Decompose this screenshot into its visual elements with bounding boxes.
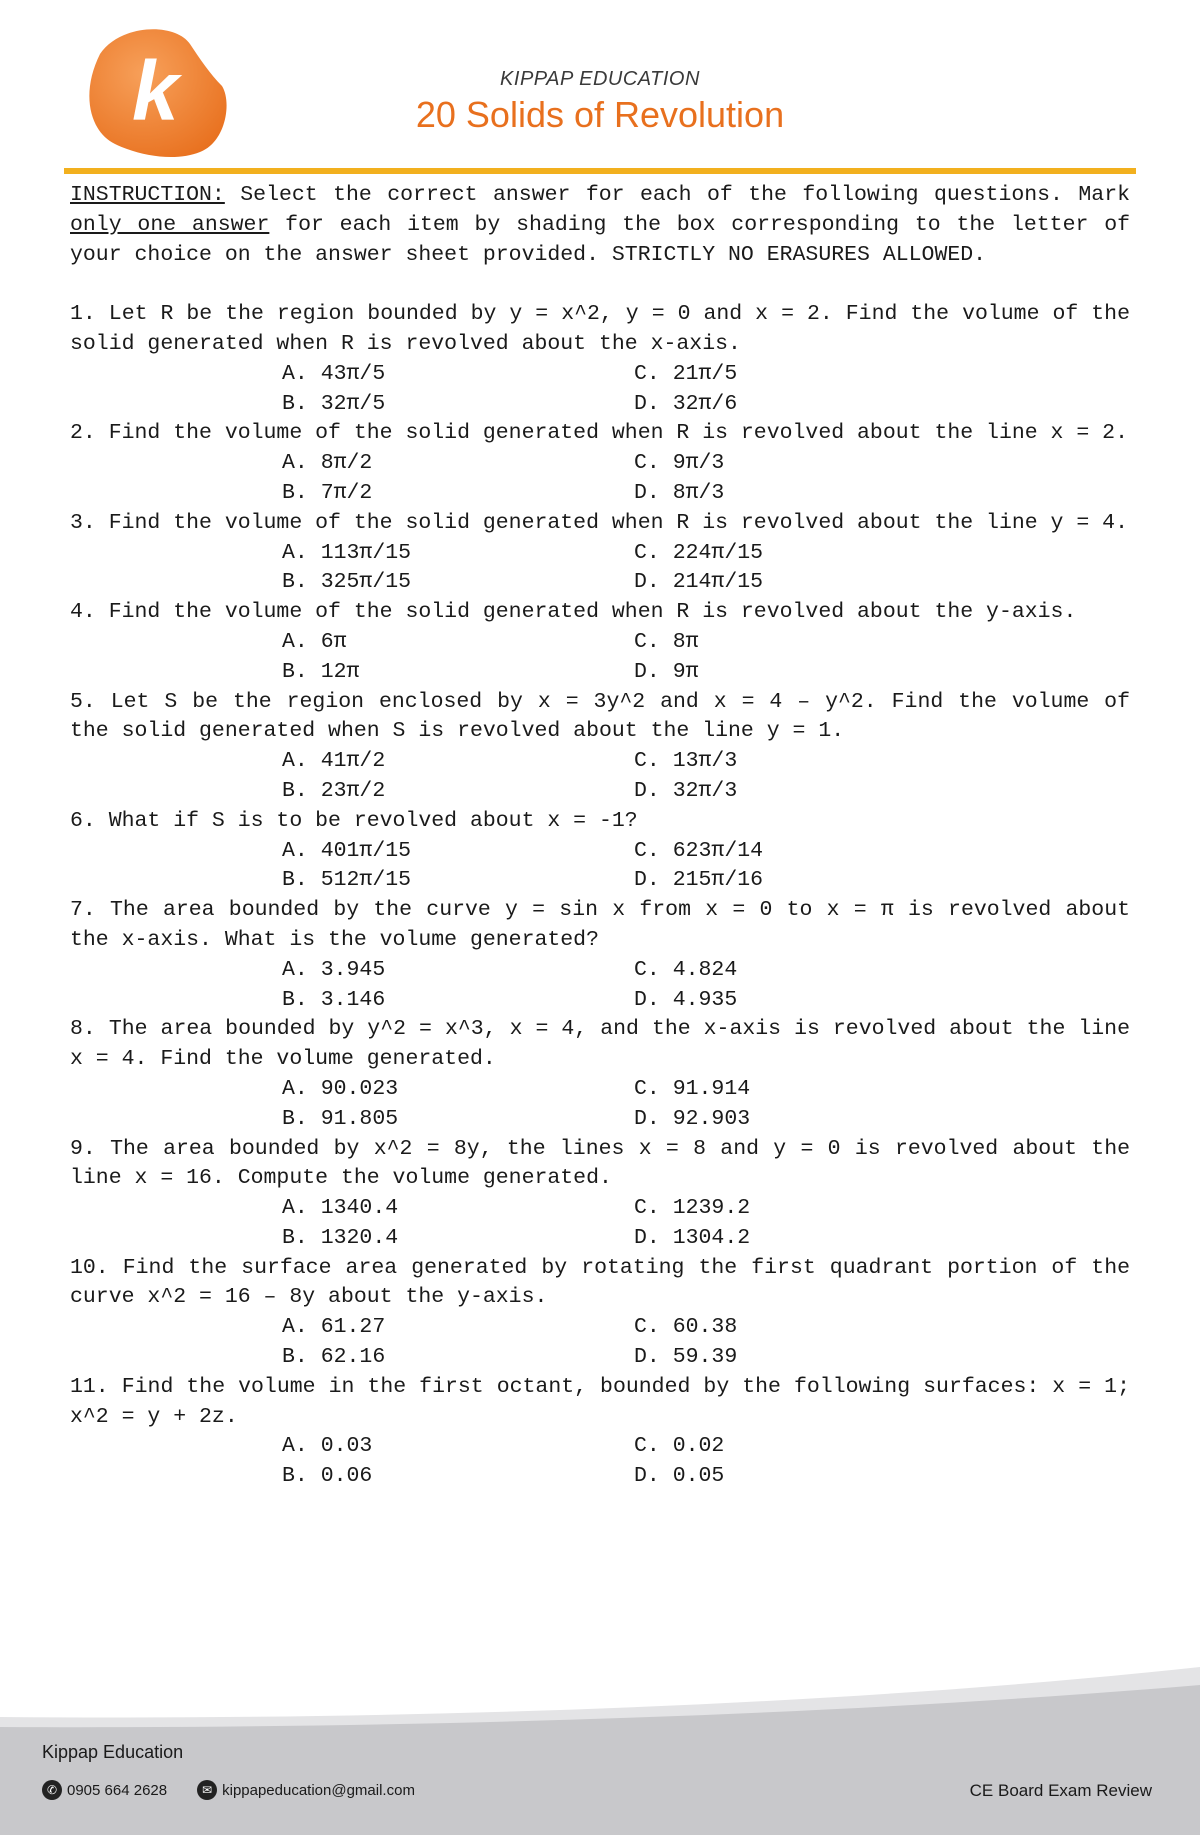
choice-d: D. 32π/6 [634, 391, 738, 416]
question-item [70, 300, 1130, 419]
answer-choices [282, 1194, 1130, 1254]
page-title: 20 Solids of Revolution [415, 94, 785, 135]
choice-b: B. 1320.4 [282, 1225, 399, 1250]
choice-a: A. 41π/2 [282, 749, 386, 774]
answer-choices [282, 1075, 1130, 1135]
instruction-paragraph [70, 181, 1130, 270]
answer-choices [282, 1432, 1130, 1492]
choice-c: C. 13π/3 [634, 749, 738, 774]
question-item [70, 688, 1130, 807]
question-text: 7. The area bounded by the curve y = sin x from x = 0 to x = π is revolved about the x-axis. What is the volume generated? [70, 898, 1130, 952]
choice-c: C. 1239.2 [634, 1196, 751, 1221]
choice-b: B. 512π/15 [282, 868, 412, 893]
choice-b: B. 91.805 [282, 1106, 399, 1131]
question-text: 2. Find the volume of the solid generated when R is revolved about the line x = 2. [70, 421, 1128, 446]
instruction-emphasis: only one answer [70, 212, 270, 237]
choice-d: D. 4.935 [634, 987, 738, 1012]
question-text: 8. The area bounded by y^2 = x^3, x = 4, and the x-axis is revolved about the line x = 4. Find the volume generated. [70, 1017, 1130, 1072]
phone-icon: ✆ [42, 1780, 62, 1800]
question-item [70, 1373, 1130, 1492]
choice-d: D. 215π/16 [634, 868, 764, 893]
choice-c: C. 60.38 [634, 1315, 738, 1340]
header-divider [64, 168, 1136, 174]
choice-d: D. 92.903 [634, 1106, 751, 1131]
choice-c: C. 224π/15 [634, 540, 764, 565]
choice-d: D. 32π/3 [634, 778, 738, 803]
question-text: 3. Find the volume of the solid generated when R is revolved about the line y = 4. [70, 510, 1128, 535]
instruction-text-1: Select the correct answer for each of the following questions. Mark [224, 183, 1130, 207]
question-text: 11. Find the volume in the first octant, bounded by the following surfaces: x = 1; x^2 = y + 2z. [70, 1374, 1130, 1429]
choice-d: D. 8π/3 [634, 480, 725, 505]
choice-b: B. 12π [282, 659, 360, 684]
choice-b: B. 62.16 [282, 1345, 386, 1370]
choice-d: D. 1304.2 [634, 1225, 751, 1250]
question-item [70, 1015, 1130, 1134]
logo-letter: k [132, 44, 179, 138]
choice-a: A. 113π/15 [282, 540, 412, 565]
choice-c: C. 8π [634, 629, 699, 654]
choice-c: C. 9π/3 [634, 451, 725, 476]
answer-choices [282, 956, 1130, 1016]
choice-a: A. 0.03 [282, 1434, 373, 1459]
email-icon: ✉ [197, 1780, 217, 1800]
choice-a: A. 90.023 [282, 1076, 399, 1101]
header-brand: KIPPAP EDUCATION [500, 68, 700, 90]
question-item [70, 419, 1130, 508]
question-text: 10. Find the surface area generated by rotating the first quadrant portion of the curve x^2 = 16 – 8y about the y-axis. [70, 1255, 1130, 1310]
choice-a: A. 3.945 [282, 957, 386, 982]
choice-c: C. 0.02 [634, 1434, 725, 1459]
choice-b: B. 325π/15 [282, 570, 412, 595]
instruction-label: INSTRUCTION: [70, 183, 225, 207]
question-text: 1. Let R be the region bounded by y = x^2, y = 0 and x = 2. Find the volume of the solid generated when R is revolved about the x-axis. [70, 302, 1130, 356]
question-item [70, 1254, 1130, 1373]
choice-d: D. 0.05 [634, 1464, 725, 1489]
choice-b: B. 7π/2 [282, 480, 373, 505]
choice-a: A. 401π/15 [282, 838, 412, 863]
question-text: 9. The area bounded by x^2 = 8y, the lines x = 8 and y = 0 is revolved about the line x = 16. Compute the volume generated. [70, 1136, 1130, 1191]
question-text: 4. Find the volume of the solid generated when R is revolved about the y-axis. [70, 600, 1077, 625]
answer-choices [282, 449, 1130, 509]
footer-phone: 0905 664 2628 [67, 1781, 168, 1799]
choice-a: A. 61.27 [282, 1315, 386, 1340]
choice-a: A. 43π/5 [282, 361, 386, 386]
question-item [70, 807, 1130, 896]
worksheet-content [70, 181, 1130, 1492]
footer-contact [42, 1780, 415, 1800]
answer-choices [282, 360, 1130, 420]
footer-email[interactable]: kippapeducation@gmail.com [222, 1781, 415, 1799]
choice-a: A. 8π/2 [282, 451, 373, 476]
answer-choices [282, 628, 1130, 688]
question-item [70, 509, 1130, 598]
choice-c: C. 21π/5 [634, 361, 738, 386]
answer-choices [282, 1313, 1130, 1373]
choice-c: C. 4.824 [634, 957, 738, 982]
choice-b: B. 0.06 [282, 1464, 373, 1489]
choice-b: B. 32π/5 [282, 391, 386, 416]
answer-choices [282, 837, 1130, 897]
choice-d: D. 59.39 [634, 1345, 738, 1370]
choice-b: B. 3.146 [282, 987, 386, 1012]
question-list [70, 300, 1130, 1492]
choice-a: A. 6π [282, 629, 347, 654]
answer-choices [282, 539, 1130, 599]
choice-d: D. 9π [634, 659, 699, 684]
question-text: 5. Let S be the region enclosed by x = 3y^2 and x = 4 – y^2. Find the volume of the solid generated when S is revolved about the line y = 1. [70, 689, 1130, 744]
choice-a: A. 1340.4 [282, 1196, 399, 1221]
question-item [70, 1135, 1130, 1254]
choice-c: C. 91.914 [634, 1076, 751, 1101]
choice-c: C. 623π/14 [634, 838, 764, 863]
footer-brand: Kippap Education [42, 1742, 184, 1762]
question-item [70, 896, 1130, 1015]
footer-tagline: CE Board Exam Review [969, 1781, 1152, 1800]
answer-choices [282, 747, 1130, 807]
kippap-logo [80, 24, 230, 162]
instruction-text-2: for each item by shading the box corresponding to the letter of your choice on the answer sheet provided. STRICTLY NO ERASURES ALLOWED. [70, 212, 1130, 267]
choice-d: D. 214π/15 [634, 570, 764, 595]
choice-b: B. 23π/2 [282, 778, 386, 803]
question-text: 6. What if S is to be revolved about x = -1? [70, 808, 638, 833]
question-item [70, 598, 1130, 687]
